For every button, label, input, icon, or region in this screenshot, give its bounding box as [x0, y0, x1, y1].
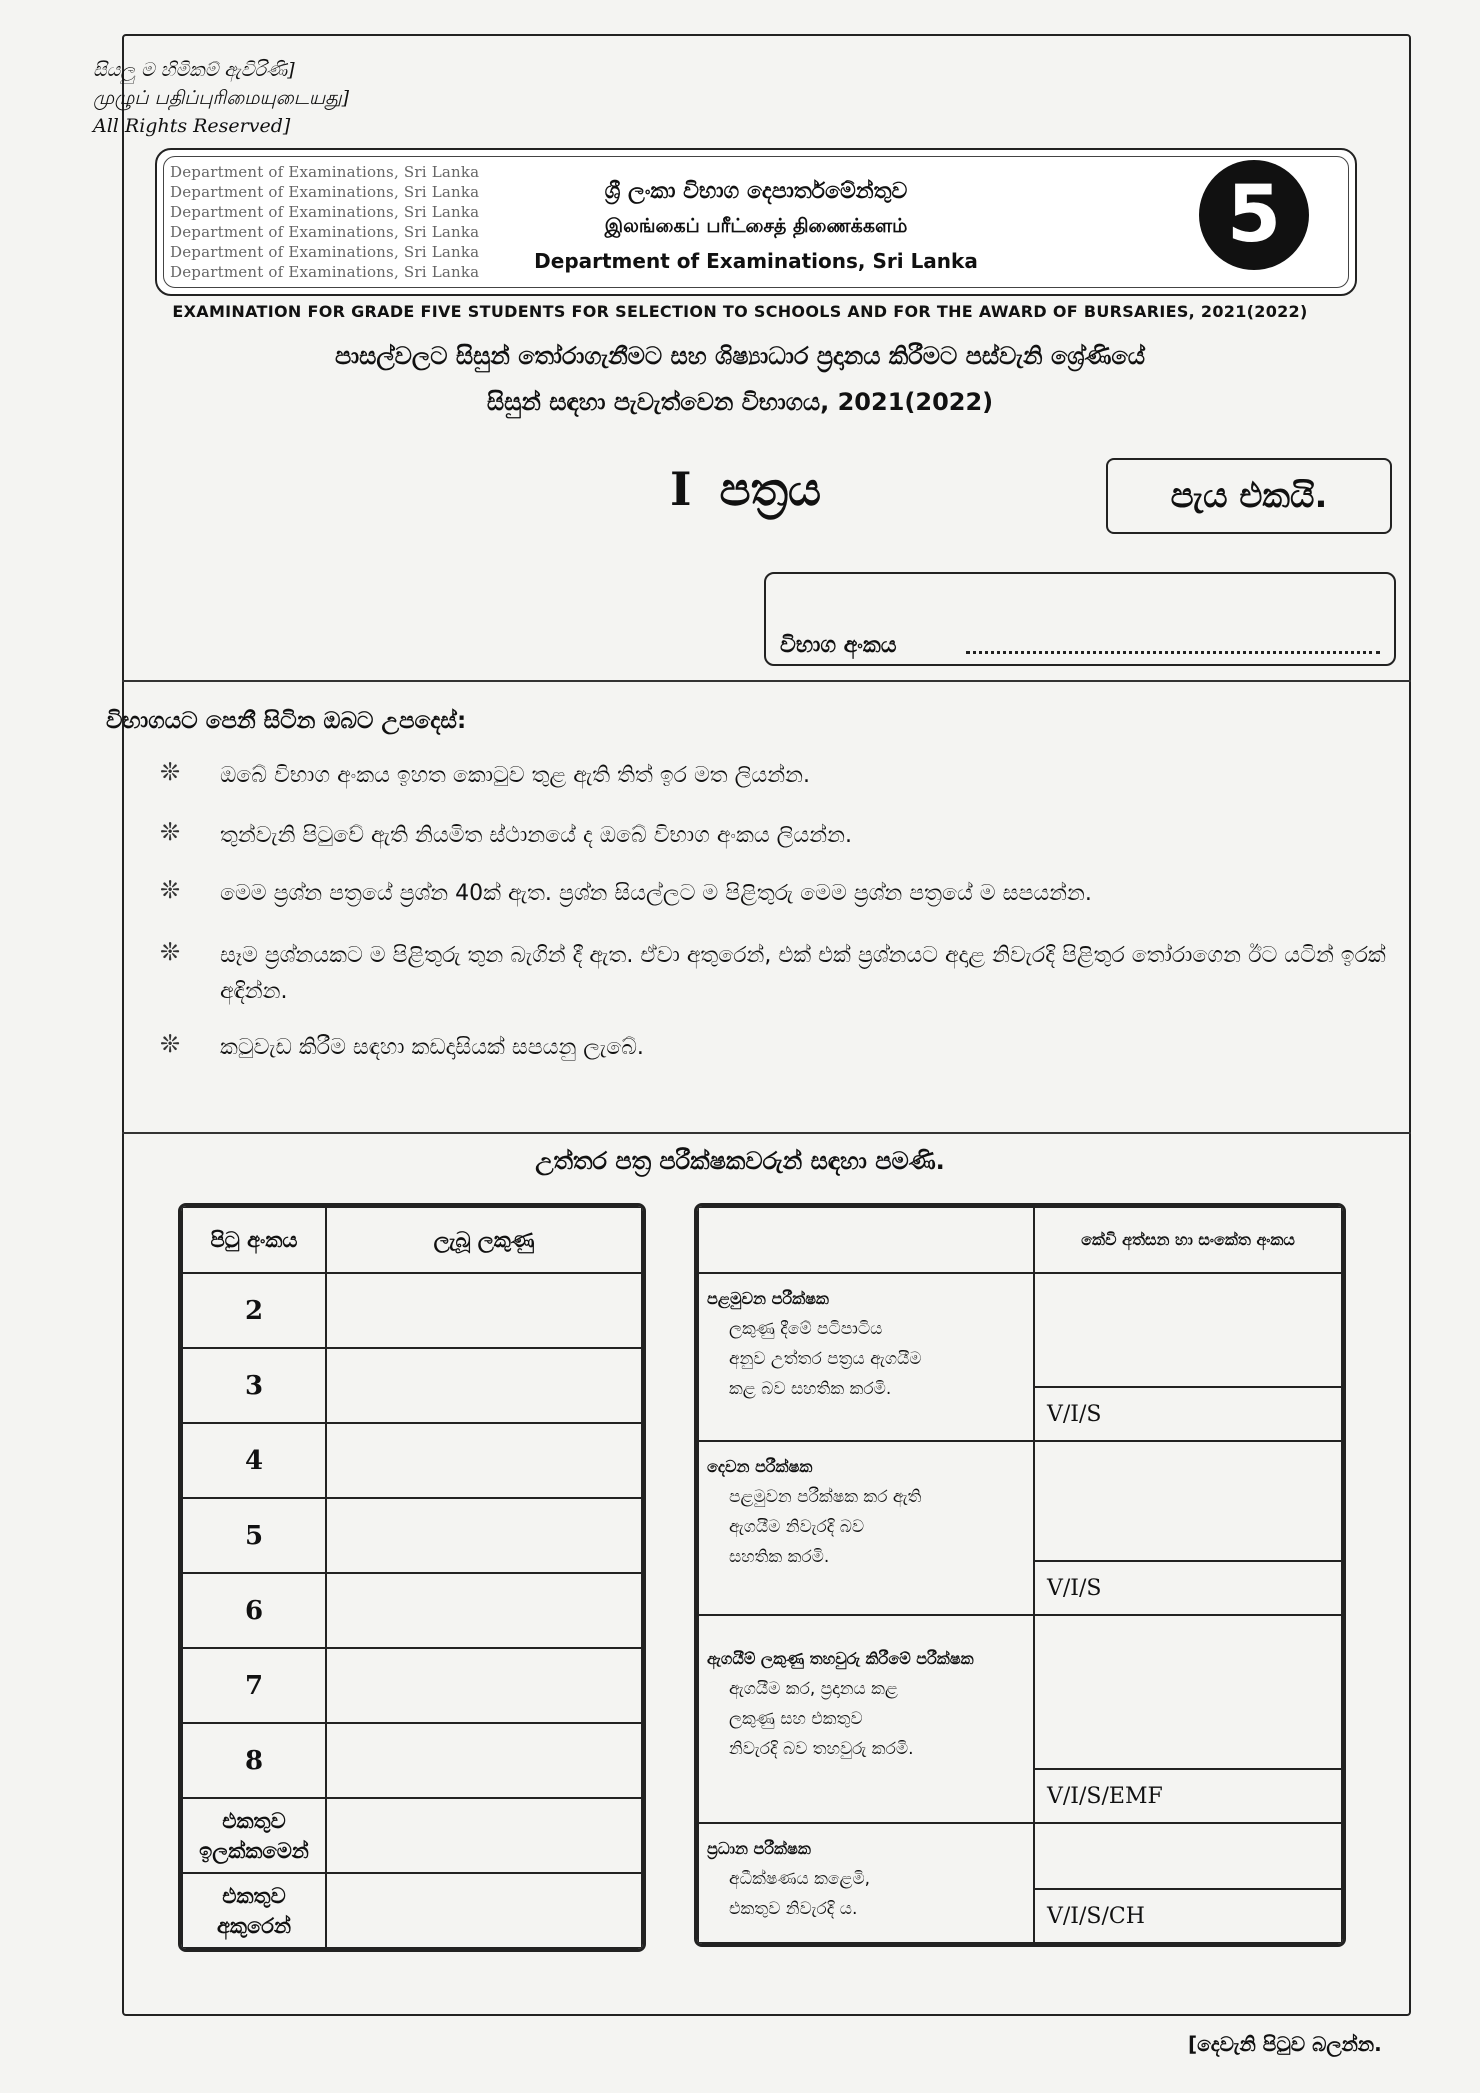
rights-line-en: All Rights Reserved]	[93, 115, 291, 137]
turn-page-note: [දෙවැනි පිටුව බලන්න.	[1188, 2032, 1382, 2056]
instructions-heading: විභාගයට පෙනී සිටින ඔබට උපදෙස්:	[106, 708, 467, 734]
dept-name-en: Department of Examinations, Sri Lanka	[534, 249, 978, 273]
marks-cell[interactable]	[326, 1798, 642, 1873]
table-row	[698, 1615, 1342, 1769]
asterisk-icon: ❊	[160, 1030, 181, 1058]
signature-cell[interactable]	[1034, 1615, 1342, 1769]
examiner-desc: ප්‍රධාන පරීක්ෂක අධීක්ෂණය කළෙමි, එකතුව නිවැරදි ය.	[698, 1823, 1034, 1943]
dept-name-si: ශ්‍රී ලංකා විභාග දෙපාර්තමේන්තුව	[604, 179, 908, 204]
examiners-only-title: උත්තර පත්‍ර පරීක්ෂකවරුන් සඳහා පමණි.	[535, 1147, 945, 1175]
dept-name-ta: இலங்கைப் பரீட்சைத் திணைக்களம்	[604, 215, 908, 237]
table-row: 8	[182, 1723, 642, 1798]
examiner-desc: පළමුවන පරීක්ෂක ලකුණු දීමේ පටිපාටිය අනුව උත්තර පත්‍රය ඇගයීම කළ බව සහතික කරමි.	[698, 1273, 1034, 1441]
marks-col-page: පිටු අංකය	[182, 1207, 326, 1273]
banner-bg-line: Department of Examinations, Sri Lanka	[170, 163, 480, 181]
code-cell: V/I/S/CH	[1034, 1889, 1342, 1943]
code-cell: V/I/S/EMF	[1034, 1769, 1342, 1823]
banner-bg-line: Department of Examinations, Sri Lanka	[170, 203, 480, 221]
examiner-col-desc	[698, 1207, 1034, 1273]
total-in-numbers-label: එකතුව ඉලක්කමෙන්	[182, 1798, 326, 1873]
marks-cell[interactable]	[326, 1273, 642, 1348]
table-row	[698, 1441, 1342, 1561]
signature-cell[interactable]	[1034, 1273, 1342, 1387]
index-number-label: විභාග අංකය	[780, 633, 897, 658]
table-row	[182, 1798, 642, 1873]
table-row: 6	[182, 1573, 642, 1648]
marks-cell[interactable]	[326, 1348, 642, 1423]
total-in-words-label: එකතුව අකුරෙන්	[182, 1873, 326, 1948]
table-row	[182, 1873, 642, 1948]
marks-table	[178, 1203, 646, 1952]
duration-box: පැය එකයි.	[1106, 458, 1392, 534]
index-number-box[interactable]	[764, 572, 1396, 666]
exam-title-sinhala-line1: පාසල්වලට සිසුන් තෝරාගැනීමට සහ ශිෂ්‍යාධාර ප්‍රදානය කිරීමට පස්වැනි ශ්‍රේණියේ	[334, 342, 1146, 370]
rights-line-si: සියලු ම හිමිකම් ඇවිරිණි]	[93, 59, 295, 81]
table-row: 4	[182, 1423, 642, 1498]
marks-cell[interactable]	[326, 1648, 642, 1723]
exam-title-sinhala-line2: සිසුන් සඳහා පැවැත්වෙන විභාගය, 2021(2022)	[486, 388, 994, 416]
asterisk-icon: ❊	[160, 818, 181, 846]
examiner-desc: ඇගයීම් ලකුණු තහවුරු කිරීමේ පරීක්ෂක ඇගයීම කර, ප්‍රදානය කළ ලකුණු සහ එකතුව නිවැරදි බව තහවුරු කරමි.	[698, 1615, 1034, 1823]
table-row: 5	[182, 1498, 642, 1573]
marks-cell[interactable]	[326, 1873, 642, 1948]
code-cell: V/I/S	[1034, 1387, 1342, 1441]
table-row: 2	[182, 1273, 642, 1348]
rights-line-ta: முழுப் பதிப்புரிமையுடையது]	[93, 87, 350, 109]
paper-number	[670, 462, 821, 518]
table-row	[698, 1273, 1342, 1387]
index-number-field[interactable]	[966, 641, 1380, 654]
asterisk-icon: ❊	[160, 938, 181, 966]
marks-cell[interactable]	[326, 1423, 642, 1498]
asterisk-icon: ❊	[160, 876, 181, 904]
department-banner	[155, 148, 1357, 296]
table-row: 7	[182, 1648, 642, 1723]
marks-cell[interactable]	[326, 1723, 642, 1798]
examiner-desc: දෙවන පරීක්ෂක පළමුවන පරීක්ෂක කර ඇති ඇගයීම නිවැරදි බව සහතික කරමි.	[698, 1441, 1034, 1615]
marks-cell[interactable]	[326, 1498, 642, 1573]
table-row	[698, 1823, 1342, 1889]
asterisk-icon: ❊	[160, 758, 181, 786]
exam-title-english: EXAMINATION FOR GRADE FIVE STUDENTS FOR SELECTION TO SCHOOLS AND FOR THE AWARD OF BURSARIES, 2021(2022)	[172, 302, 1308, 321]
examiners-table	[694, 1203, 1346, 1947]
banner-bg-line: Department of Examinations, Sri Lanka	[170, 183, 480, 201]
banner-bg-line: Department of Examinations, Sri Lanka	[170, 243, 480, 261]
signature-cell[interactable]	[1034, 1823, 1342, 1889]
divider	[122, 1132, 1411, 1134]
marks-col-obtained: ලැබූ ලකුණු	[326, 1207, 642, 1273]
paper-roman: I	[670, 462, 692, 516]
code-cell: V/I/S	[1034, 1561, 1342, 1615]
divider	[122, 680, 1411, 682]
table-row: 3	[182, 1348, 642, 1423]
marks-cell[interactable]	[326, 1573, 642, 1648]
paper-label: පත්‍රය	[719, 462, 822, 516]
banner-bg-line: Department of Examinations, Sri Lanka	[170, 263, 480, 281]
grade-badge: 5	[1199, 160, 1309, 270]
rights-reserved	[93, 56, 349, 140]
examiner-col-signature: කේවි අත්සන හා සංකේත අංකය	[1034, 1207, 1342, 1273]
banner-bg-line: Department of Examinations, Sri Lanka	[170, 223, 480, 241]
signature-cell[interactable]	[1034, 1441, 1342, 1561]
